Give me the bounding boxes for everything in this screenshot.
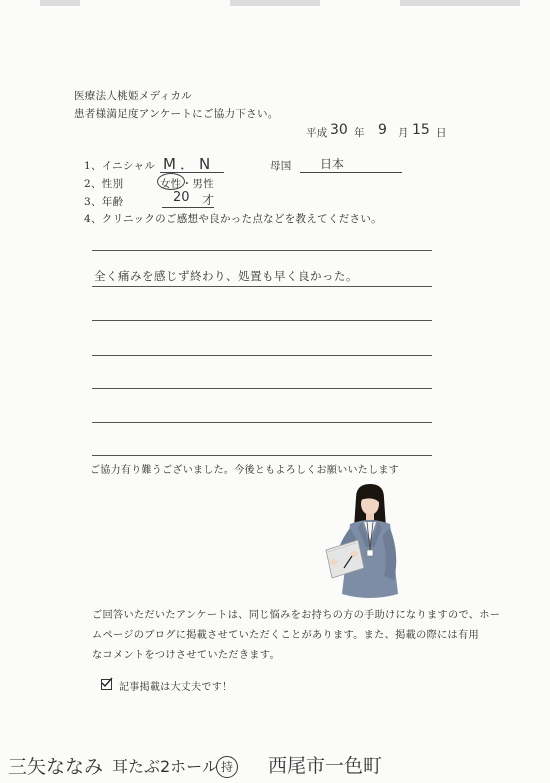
date-day: 15 <box>412 122 430 138</box>
date-month: 9 <box>378 122 387 138</box>
date-era: 平成 <box>306 127 328 139</box>
notice-line-3: なコメントをつけさせていただきます。 <box>92 650 280 661</box>
footer-location: 西尾市一色町 <box>268 755 383 777</box>
country-value: 日本 <box>320 157 345 171</box>
answer-line-3 <box>92 320 432 321</box>
country-underline <box>300 172 402 173</box>
staff-woman-illustration <box>320 484 420 606</box>
answer-comment: 全く痛みを感じず終わり、処置も早く良かった。 <box>94 269 358 283</box>
q3-label: 3、年齢 <box>84 196 124 208</box>
answer-line-2 <box>92 286 432 287</box>
q3-underline <box>162 207 214 208</box>
scan-artifact <box>40 0 80 6</box>
q1-value: M．N <box>163 155 215 173</box>
scan-artifact <box>230 0 320 6</box>
q2-options: 女性・男性 <box>160 178 214 190</box>
clinic-name: 医療法人桃姫メディカル <box>74 90 192 102</box>
consent-label: 記事掲載は大丈夫です！ <box>119 682 233 693</box>
date-day-unit: 日 <box>436 127 447 139</box>
answer-line-6 <box>92 422 432 423</box>
date-year-unit: 年 <box>354 127 365 139</box>
footer-name: 三矢ななみ <box>8 756 104 778</box>
answer-line-5 <box>92 388 432 389</box>
answer-line-7 <box>92 455 432 456</box>
q1-label: 1、イニシャル <box>84 160 156 172</box>
checkmark-icon <box>101 677 113 689</box>
date-year: 30 <box>330 122 348 138</box>
scan-artifact <box>400 0 520 6</box>
survey-title: 患者様満足度アンケートにご協力下さい。 <box>74 108 279 120</box>
q2-label: 2、性別 <box>84 178 124 190</box>
answer-line-1 <box>92 250 432 251</box>
date-line <box>306 122 446 140</box>
notice-line-2: ムページのブログに掲載させていただくことがあります。また、掲載の際には有用 <box>92 630 480 641</box>
q3-value: 20 <box>173 190 190 205</box>
footer-mark: 持 <box>216 756 238 778</box>
female-circle-mark <box>157 173 185 190</box>
consent-checkbox[interactable] <box>101 679 112 690</box>
notice-line-1: ご回答いただいたアンケートは、同じ悩みをお持ちの方の手助けになりますので、ホー <box>92 610 501 621</box>
footer-procedure: 耳たぶ2ホール <box>112 757 218 776</box>
thanks-message: ご協力有り難うございました。今後ともよろしくお願いいたします <box>90 465 399 476</box>
date-month-unit: 月 <box>398 127 409 139</box>
q4-label: 4、クリニックのご感想や良かった点などを教えてください。 <box>84 213 382 225</box>
q3-unit: 才 <box>202 193 215 207</box>
country-label: 母国 <box>270 160 292 172</box>
answer-line-4 <box>92 355 432 356</box>
